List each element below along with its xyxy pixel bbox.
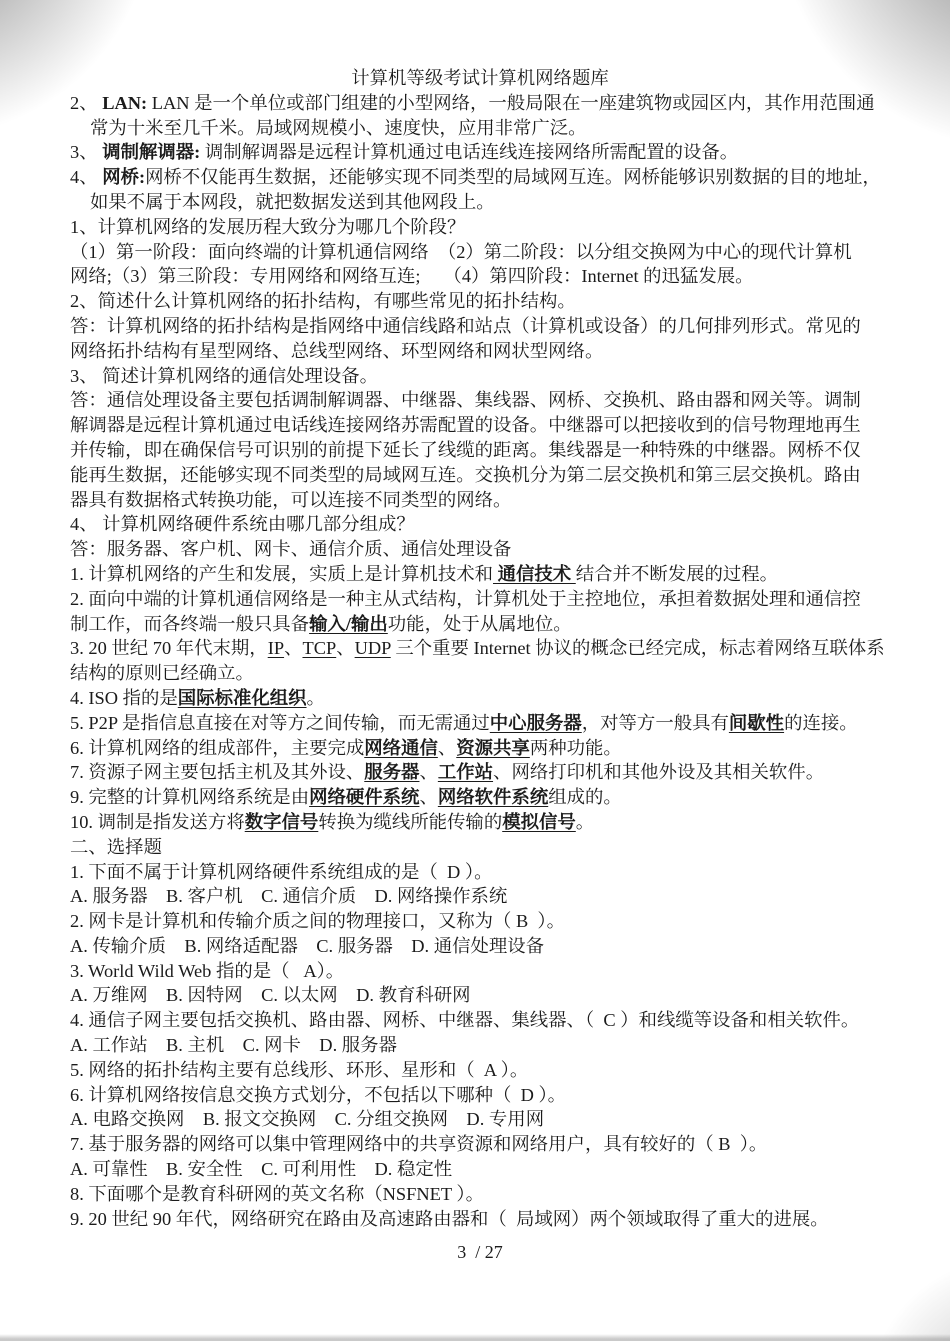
text-run: 、 (437, 737, 457, 758)
text-run: 答：计算机网络的拓扑结构是指网络中通信线路和站点（计算机或设备）的几何排列形式。常见的 (70, 315, 861, 336)
text-line (70, 562, 890, 587)
underlined-text-run: TCP (302, 638, 337, 659)
bold-text-run: 网桥: (102, 167, 146, 188)
text-run: （1）第一阶段：面向终端的计算机通信网络 （2）第二阶段：以分组交换网为中心的现代计算机 (70, 241, 852, 262)
text-line (70, 264, 890, 289)
underlined-text-run: 网络通信 (364, 737, 438, 758)
text-line (70, 91, 890, 116)
text-line (70, 686, 890, 711)
text-run: 转换为缆线所能传输的 (318, 811, 503, 832)
page-number: 3 / 27 (457, 1242, 503, 1263)
text-line (70, 661, 890, 686)
text-line (70, 165, 890, 190)
bold-text-run: 调制解调器: (102, 142, 201, 163)
text-line (70, 388, 890, 413)
text-run: 调制解调器是远程计算机通过电话连线连接网络所需配置的设备。 (200, 142, 739, 163)
text-run: 2、简述什么计算机网络的拓扑结构，有哪些常见的拓扑结构。 (70, 291, 576, 312)
text-run: 4. 通信子网主要包括交换机、路由器、网桥、中继器、集线器、（ C ）和线缆等设备和相关软件。 (70, 1010, 860, 1031)
text-run: 2. 网卡是计算机和传输介质之间的物理接口，又称为（ B ）。 (70, 911, 566, 932)
text-run: A. 可靠性 B. 安全性 C. 可利用性 D. 稳定性 (70, 1159, 453, 1180)
underlined-text-run: 数字信号 (244, 811, 319, 832)
text-line (70, 636, 890, 661)
text-run: 解调器是远程计算机通过电话线连接网络苏需配置的设备。中继器可以把接收到的信号物理地再生 (70, 415, 861, 436)
text-line (70, 116, 890, 141)
underlined-text-run: 网络硬件系统 (309, 787, 420, 808)
text-line (70, 1008, 890, 1033)
text-line (70, 413, 890, 438)
text-line (70, 587, 890, 612)
text-line (70, 835, 890, 860)
text-line (70, 215, 890, 240)
text-line (70, 488, 890, 513)
text-line (70, 1182, 890, 1207)
underlined-text-run: 中心服务器 (489, 712, 582, 733)
text-run: 4、 计算机网络硬件系统由哪几部分组成？ (70, 514, 415, 535)
text-run: 三个重要 Internet 协议的概念已经完成，标志着网络互联体系 (390, 638, 885, 659)
text-line (70, 983, 890, 1008)
text-run: 并传输，即在确保信号可识别的前提下延长了线缆的距离。集线器是一种特殊的中继器。网桥不仅 (70, 439, 861, 460)
text-run: 9. 完整的计算机网络系统是由 (70, 787, 310, 808)
text-run: 4. ISO 指的是 (70, 687, 178, 708)
text-run: 网络;（3）第三阶段：专用网络和网络互连; （4）第四阶段：Internet 的迅猛发展。 (70, 266, 754, 287)
underlined-text-run: 国际标准化组织 (177, 687, 307, 708)
text-line (70, 1207, 890, 1232)
text-run: 4、 (70, 167, 103, 188)
text-run: A. 电路交换网 B. 报文交换网 C. 分组交换网 D. 专用网 (70, 1109, 545, 1130)
text-line (70, 959, 890, 984)
text-run: 10. 调制是指发送方将 (70, 811, 245, 832)
text-run: 2. 面向中端的计算机通信网络是一种主从式结构，计算机处于主控地位，承担着数据处理和通信控 (70, 588, 861, 609)
text-run: 功能，处于从属地位。 (387, 613, 572, 634)
text-run: A. 服务器 B. 客户机 C. 通信介质 D. 网络操作系统 (70, 886, 508, 907)
text-run: 5. 网络的拓扑结构主要有总线形、环形、星形和（ A ）。 (70, 1059, 529, 1080)
text-run: 二、选择题 (70, 836, 162, 857)
text-run: 制工作，而各终端一般只具备 (70, 613, 310, 634)
text-run: 器具有数据格式转换功能，可以连接不同类型的网络。 (70, 489, 512, 510)
text-line (70, 289, 890, 314)
underlined-text-run: 服务器 (364, 762, 420, 783)
text-run: 能再生数据，还能够实现不同类型的局域网互连。交换机分为第二层交换机和第三层交换机。路由 (70, 464, 861, 485)
text-run: 9. 20 世纪 90 年代，网络研究在路由及高速路由器和（ 局域网）两个领域取得了重大的进展。 (70, 1208, 829, 1229)
underlined-text-run: IP (267, 638, 285, 659)
text-line (70, 537, 890, 562)
text-run: 3、 (70, 142, 103, 163)
text-line (70, 438, 890, 463)
text-line (70, 711, 890, 736)
text-run: 答：服务器、客户机、网卡、通信介质、通信处理设备 (70, 539, 512, 560)
text-run: 如果不属于本网段，就把数据发送到其他网段上。 (90, 191, 495, 212)
text-line (70, 364, 890, 389)
text-line (70, 140, 890, 165)
text-run: 两种功能。 (529, 737, 622, 758)
text-line (70, 190, 890, 215)
underlined-text-run: 工作站 (437, 762, 494, 783)
text-line (70, 884, 890, 909)
text-run: 组成的。 (548, 787, 622, 808)
text-run: 。 (306, 687, 325, 708)
text-line (70, 339, 890, 364)
text-line (70, 612, 890, 637)
underlined-text-run: 资源共享 (456, 737, 530, 758)
text-run: 、 (419, 787, 438, 808)
text-run: 2、 (70, 92, 103, 113)
text-run: 网络拓扑结构有星型网络、总线型网络、环型网络和网状型网络。 (70, 340, 604, 361)
text-run: 、 (419, 762, 438, 783)
text-line (70, 1083, 890, 1108)
text-run: 结合并不断发展的过程。 (575, 563, 779, 584)
text-line (70, 463, 890, 488)
text-line (70, 1132, 890, 1157)
text-run: 6. 计算机网络的组成部件，主要完成 (70, 737, 365, 758)
text-run: 常为十米至几千米。局域网规模小、速度快，应用非常广泛。 (90, 117, 587, 138)
text-line (70, 860, 890, 885)
document-title: 计算机等级考试计算机网络题库 (351, 68, 609, 88)
text-run: A. 工作站 B. 主机 C. 网卡 D. 服务器 (70, 1035, 397, 1056)
text-run: 5. P2P 是指信息直接在对等方之间传输，而无需通过 (70, 712, 490, 733)
text-run: 1. 计算机网络的产生和发展，实质上是计算机技术和 (70, 563, 493, 584)
text-run: 、网络打印机和其他外设及其相关软件。 (493, 762, 825, 783)
text-run: 6. 计算机网络按信息交换方式划分，不包括以下哪种（ D ）。 (70, 1084, 567, 1105)
bold-text-run: LAN: (102, 92, 148, 113)
text-run: 1. 下面不属于计算机网络硬件系统组成的是（ D ）。 (70, 861, 493, 882)
text-line (70, 934, 890, 959)
text-run: 3、 简述计算机网络的通信处理设备。 (70, 365, 379, 386)
text-line (70, 736, 890, 761)
document-body (70, 91, 890, 1232)
underlined-text-run: 通信技术 (493, 563, 576, 584)
text-line (70, 1107, 890, 1132)
text-run: A. 传输介质 B. 网络适配器 C. 服务器 D. 通信处理设备 (70, 935, 545, 956)
text-run: 8. 下面哪个是教育科研网的英文名称（NSFNET ）。 (70, 1183, 484, 1204)
underlined-text-run: 模拟信号 (502, 811, 576, 832)
text-run: 3. 20 世纪 70 年代末期， (70, 638, 268, 659)
underlined-text-run: 间歇性 (728, 712, 785, 733)
underlined-text-run: 网络软件系统 (437, 787, 549, 808)
text-line (70, 760, 890, 785)
text-run: ，对等方一般具有 (581, 712, 729, 733)
text-line (70, 1058, 890, 1083)
text-run: 结构的原则已经确立。 (70, 663, 254, 684)
text-run: 1、计算机网络的发展历程大致分为哪几个阶段？ (70, 216, 466, 237)
text-line (70, 512, 890, 537)
text-line (70, 909, 890, 934)
text-line (70, 1033, 890, 1058)
text-run: 。 (575, 811, 595, 832)
underlined-text-run: UDP (354, 638, 391, 659)
text-run: 的连接。 (784, 712, 858, 733)
document-content (70, 66, 890, 1265)
text-run: LAN 是一个单位或部门组建的小型网络，一般局限在一座建筑物或园区内，其作用范围通 (147, 92, 875, 113)
text-run: 7. 基于服务器的网络可以集中管理网络中的共享资源和网络用户，具有较好的（ B ）。 (70, 1134, 768, 1155)
text-line (70, 240, 890, 265)
text-run: 答：通信处理设备主要包括调制解调器、中继器、集线器、网桥、交换机、路由器和网关等。调制 (70, 390, 861, 411)
text-line (70, 785, 890, 810)
text-run: 3. World Wild Web 指的是（ A）。 (70, 960, 345, 981)
text-run: 网桥不仅能再生数据，还能够实现不同类型的局域网互连。网桥能够识别数据的目的地址， (145, 167, 881, 188)
text-run: 、 (336, 638, 355, 659)
text-line (70, 314, 890, 339)
text-run: 7. 资源子网主要包括主机及其外设、 (70, 762, 365, 783)
text-line (70, 1157, 890, 1182)
text-line (70, 810, 890, 835)
underlined-text-run: 输入/输出 (309, 613, 388, 634)
text-run: A. 万维网 B. 因特网 C. 以太网 D. 教育科研网 (70, 985, 471, 1006)
text-run: 、 (284, 638, 303, 659)
